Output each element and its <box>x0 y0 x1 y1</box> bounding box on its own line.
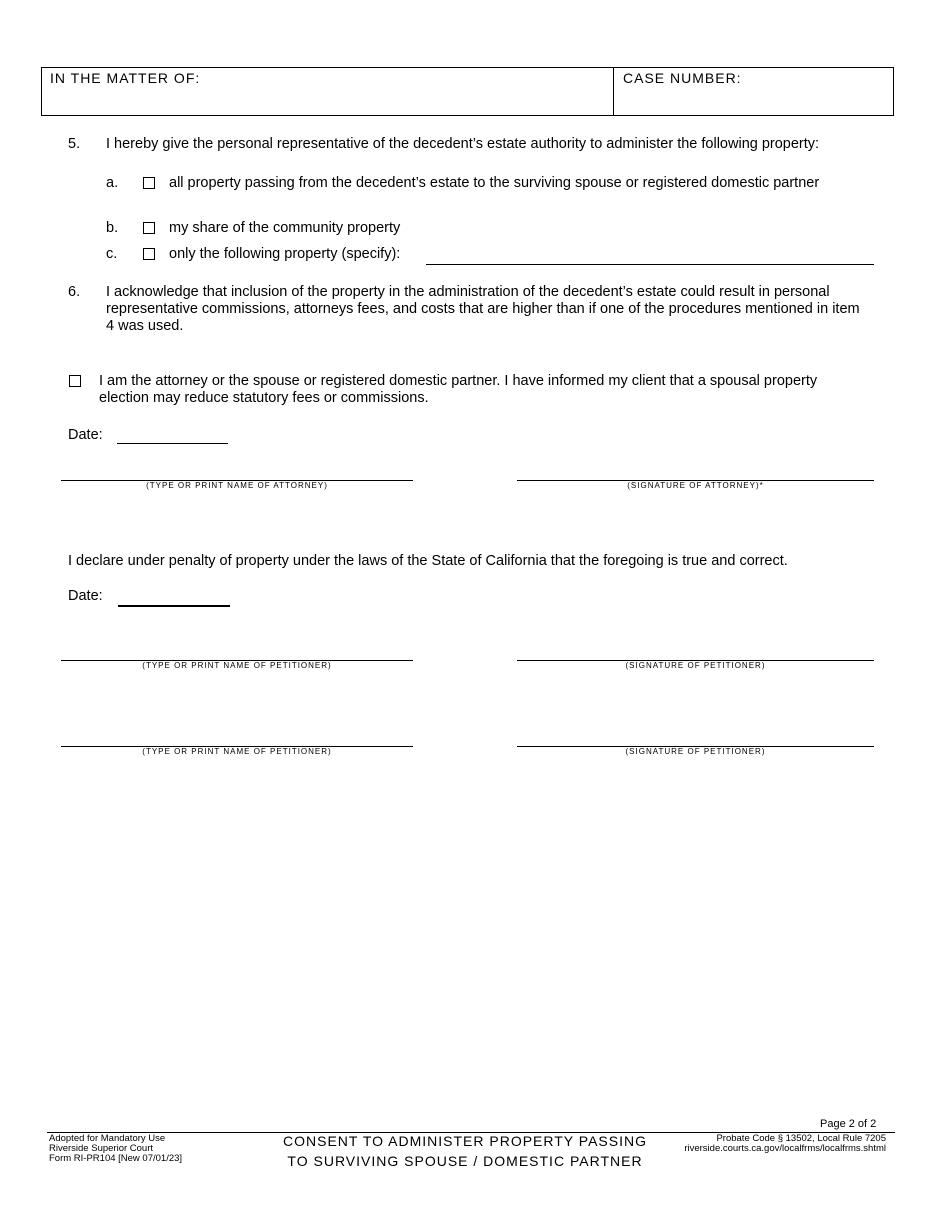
petitioner2-signature-caption: (SIGNATURE OF PETITIONER) <box>625 747 766 756</box>
form-title-line1: CONSENT TO ADMINISTER PROPERTY PASSING <box>283 1133 647 1149</box>
item5b-text: my share of the community property <box>169 220 401 236</box>
date-label-petitioner: Date: <box>68 588 103 604</box>
item5-number: 5. <box>68 136 81 152</box>
date-field-attorney[interactable] <box>117 443 228 444</box>
matter-label: IN THE MATTER OF: <box>50 70 201 86</box>
item5c-text: only the following property (specify): <box>169 246 401 262</box>
case-number-label: CASE NUMBER: <box>623 70 742 86</box>
page-number: Page 2 of 2 <box>820 1118 877 1130</box>
form-title-line2: TO SURVIVING SPOUSE / DOMESTIC PARTNER <box>287 1153 643 1169</box>
item5c-letter: c. <box>106 246 118 262</box>
attorney-name-caption: (TYPE OR PRINT NAME OF ATTORNEY) <box>146 481 328 490</box>
item5a-letter: a. <box>106 175 119 191</box>
footer-left-info <box>49 1134 182 1164</box>
footer-adopted: Adopted for Mandatory Use <box>49 1133 166 1144</box>
petitioner1-signature-caption: (SIGNATURE OF PETITIONER) <box>625 661 766 670</box>
specify-property-field[interactable] <box>426 264 874 265</box>
attorney-signature-caption: (SIGNATURE OF ATTORNEY)* <box>627 481 764 490</box>
item5b-checkbox[interactable] <box>143 222 155 234</box>
footer-probate-code: Probate Code § 13502, Local Rule 7205 <box>716 1133 886 1144</box>
footer-url[interactable]: riverside.courts.ca.gov/localfrms/localfrms.shtml <box>684 1143 886 1154</box>
date-label-attorney: Date: <box>68 427 103 443</box>
petitioner1-name-caption: (TYPE OR PRINT NAME OF PETITIONER) <box>142 661 332 670</box>
item6-text: I acknowledge that inclusion of the property in the administration of the decedent’s estate could result in personal representative commissions, attorneys fees, and costs that are higher than if one of the procedures mentioned in item 4 was used. <box>106 284 860 334</box>
item5a-checkbox[interactable] <box>143 177 155 189</box>
header-divider <box>613 67 614 116</box>
form-title <box>230 1131 700 1171</box>
footer-form-number: Form RI-PR104 [New 07/01/23] <box>49 1153 183 1164</box>
footer-right-info <box>684 1134 886 1154</box>
item6-number: 6. <box>68 284 81 300</box>
declaration-text: I declare under penalty of property under the laws of the State of California that the foregoing is true and correct. <box>68 553 788 569</box>
attorney-statement-checkbox[interactable] <box>69 375 81 387</box>
date-field-petitioner[interactable] <box>118 605 230 607</box>
item5-text: I hereby give the personal representative of the decedent’s estate authority to administer the following property: <box>106 136 820 152</box>
attorney-statement-text: I am the attorney or the spouse or registered domestic partner. I have informed my client that a spousal property election may reduce statutory fees or commissions. <box>99 373 818 406</box>
petitioner2-name-caption: (TYPE OR PRINT NAME OF PETITIONER) <box>142 747 332 756</box>
item5b-letter: b. <box>106 220 119 236</box>
item5a-text: all property passing from the decedent’s estate to the surviving spouse or registered domestic partner <box>169 175 820 191</box>
item5c-checkbox[interactable] <box>143 248 155 260</box>
footer-court: Riverside Superior Court <box>49 1143 154 1154</box>
